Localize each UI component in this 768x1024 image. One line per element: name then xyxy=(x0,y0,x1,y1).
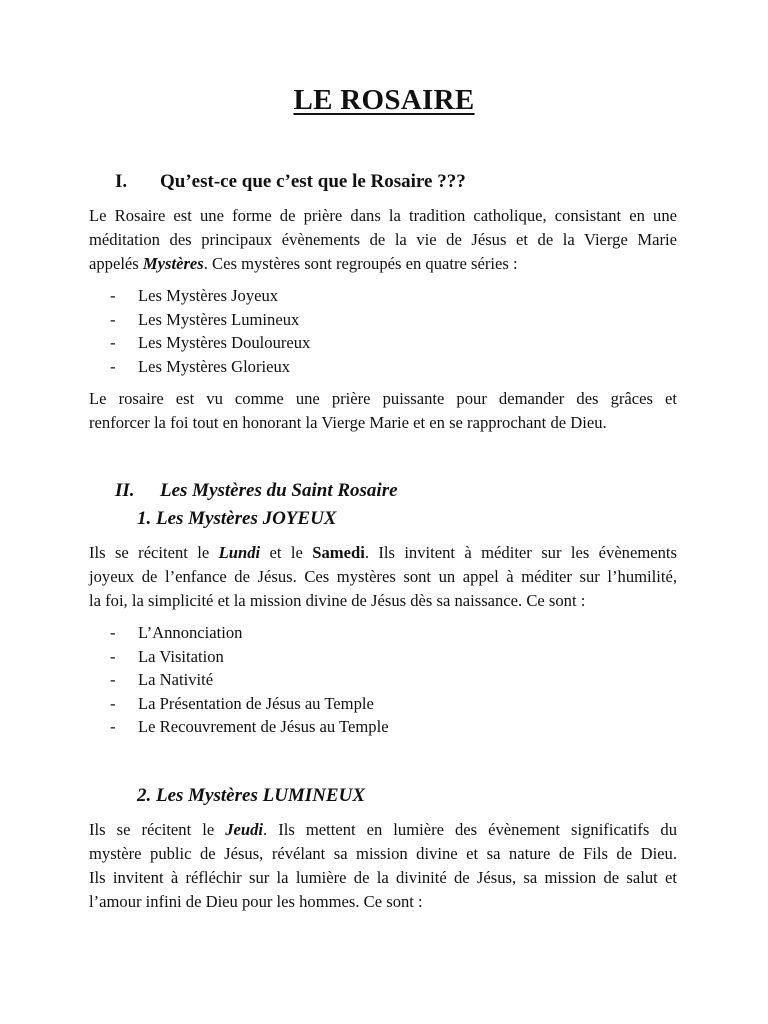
list-item: - Les Mystères Douloureux xyxy=(110,333,311,352)
subsection-lumineux-heading: 2. Les Mystères LUMINEUX xyxy=(137,785,365,806)
paragraph-line: Le Rosaire est une forme de prière dans la tradition catholique, consistant en une xyxy=(89,206,677,225)
lumineux-paragraph xyxy=(89,818,677,914)
page-title: LE ROSAIRE xyxy=(293,84,475,116)
day-samedi: Samedi xyxy=(312,543,365,562)
joyeux-list xyxy=(110,621,389,739)
section-2-number: II. xyxy=(115,480,135,501)
paragraph-line: méditation des principaux évènements de la vie de Jésus et de la Vierge Marie xyxy=(89,230,677,249)
paragraph-line: Ils invitent à réfléchir sur la lumière de la divinité de Jésus, sa mission de salut et xyxy=(89,868,677,887)
list-item: - L’Annonciation xyxy=(110,623,243,642)
list-item: - La Visitation xyxy=(110,646,224,666)
paragraph-line: la foi, la simplicité et la mission divine de Jésus dès sa naissance. Ce sont : xyxy=(89,591,586,610)
paragraph-line: Ils se récitent le Jeudi. Ils mettent en lumière des évènement significatifs du xyxy=(89,820,677,839)
section-1-title: Qu’est-ce que c’est que le Rosaire ??? xyxy=(160,171,466,192)
list-item: - Les Mystères Lumineux xyxy=(110,309,300,329)
joyeux-paragraph xyxy=(89,541,677,613)
series-list xyxy=(110,284,310,378)
section-1-number: I. xyxy=(115,171,128,192)
section-2-heading xyxy=(115,480,615,504)
list-item: - La Présentation de Jésus au Temple xyxy=(110,693,374,713)
list-item: - La Nativité xyxy=(110,670,214,689)
day-jeudi: Jeudi xyxy=(225,820,264,839)
paragraph-line: l’amour infini de Dieu pour les hommes. Ce sont : xyxy=(89,892,423,911)
section-1-closing xyxy=(89,387,677,435)
paragraph-line: Ils se récitent le Lundi et le Samedi. Ils invitent à méditer sur les évènements xyxy=(89,543,677,562)
paragraph-line: mystère public de Jésus, révélant sa mission divine et sa nature de Fils de Dieu. xyxy=(89,844,677,863)
day-lundi: Lundi xyxy=(218,543,261,562)
section-2-title: Les Mystères du Saint Rosaire xyxy=(160,480,398,501)
list-item: - Les Mystères Glorieux xyxy=(110,356,291,376)
paragraph-line: Le rosaire est vu comme une prière puissante pour demander des grâces et xyxy=(89,389,677,408)
subsection-joyeux-heading: 1. Les Mystères JOYEUX xyxy=(137,508,337,529)
section-1-intro xyxy=(89,204,677,276)
mysteres-emphasis: Mystères xyxy=(142,254,204,273)
paragraph-line: appelés Mystères. Ces mystères sont regroupés en quatre séries : xyxy=(89,254,518,273)
paragraph-line: renforcer la foi tout en honorant la Vierge Marie et en se rapprochant de Dieu. xyxy=(89,413,607,432)
paragraph-line: joyeux de l’enfance de Jésus. Ces mystères sont un appel à méditer sur l’humilité, xyxy=(89,567,677,586)
section-1-heading xyxy=(115,171,615,195)
list-item: - Le Recouvrement de Jésus au Temple xyxy=(110,717,389,736)
list-item: - Les Mystères Joyeux xyxy=(110,286,279,305)
